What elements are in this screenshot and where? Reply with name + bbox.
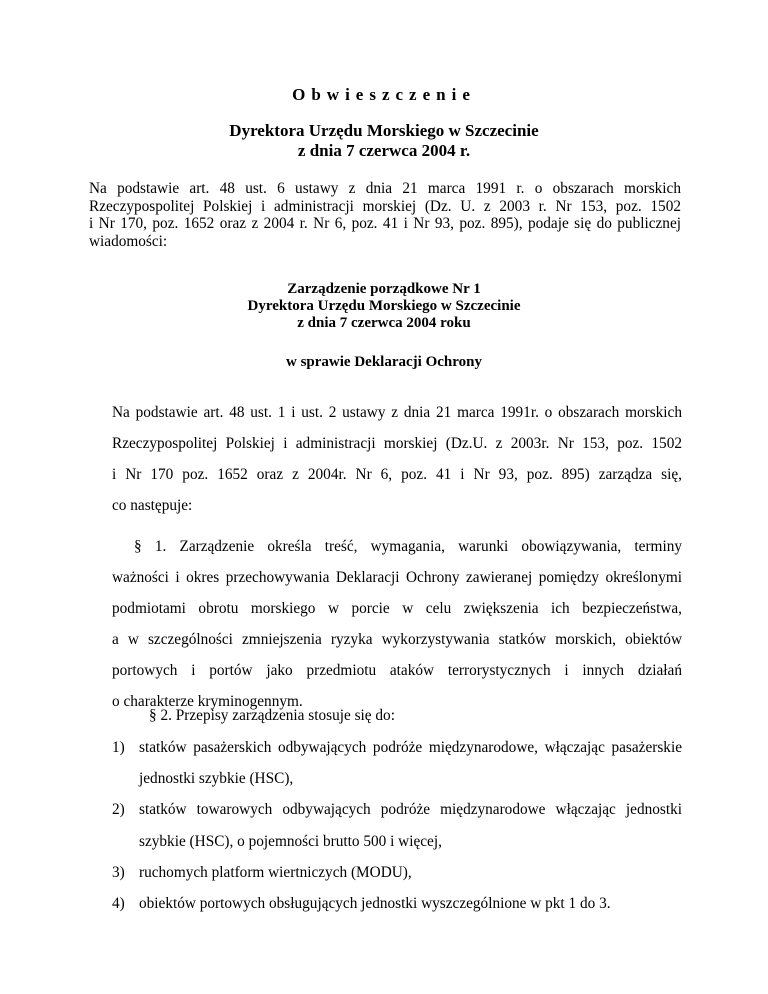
legal-basis-paragraph [112, 397, 682, 521]
list-item [112, 732, 682, 794]
section-2-list [112, 732, 682, 919]
issue-date-heading: z dnia 7 czerwca 2004 r. [297, 141, 471, 160]
section-1-line: podmiotami obrotu morskiego w porcie w celu zwiększenia ich bezpieczeństwa, [112, 600, 682, 617]
section-1-line: o charakterze kryminogennym. [112, 693, 303, 710]
list-item-text: ruchomych platform wiertniczych (MODU), [139, 863, 412, 881]
intro-line: Rzeczypospolitej Polskiej i administracji morskiej (Dz. U. z 2003 r. Nr 153, poz. 1502 [89, 197, 681, 215]
announcement-title: Obwieszczenie [292, 85, 476, 104]
list-item-number: 4) [112, 895, 125, 913]
order-subject: w sprawie Deklaracji Ochrony [286, 354, 482, 370]
list-item [112, 888, 682, 919]
intro-paragraph [89, 180, 681, 250]
issuer-heading: Dyrektora Urzędu Morskiego w Szczecinie [229, 121, 539, 140]
list-item-number: 1) [112, 739, 125, 756]
list-item-text: jednostki szybkie (HSC), [139, 770, 294, 788]
intro-line: i Nr 170, poz. 1652 oraz z 2004 r. Nr 6, poz. 41 i Nr 93, poz. 895), podaje się do publicznej [89, 215, 681, 233]
section-1-line: a w szczególności zmniejszenia ryzyka wykorzystywania statków morskich, obiektów [112, 631, 682, 648]
intro-line: Na podstawie art. 48 ust. 6 ustawy z dnia 21 marca 1991 r. o obszarach morskich [89, 180, 681, 197]
legal-basis-line: Rzeczypospolitej Polskiej i administracji morskiej (Dz.U. z 2003r. Nr 153, poz. 1502 [112, 435, 682, 452]
list-item-number: 2) [112, 801, 125, 819]
intro-line: wiadomości: [89, 232, 168, 250]
section-1-paragraph [112, 531, 682, 717]
list-item-text: statków towarowych odbywających podróże międzynarodowe włączając jednostki [139, 801, 682, 819]
list-item [112, 794, 682, 856]
legal-basis-line: i Nr 170 poz. 1652 oraz z 2004r. Nr 6, poz. 41 i Nr 93, poz. 895) zarządza się, [112, 466, 682, 483]
legal-basis-line: Na podstawie art. 48 ust. 1 i ust. 2 ustawy z dnia 21 marca 1991r. o obszarach morskich [112, 404, 682, 421]
order-date: z dnia 7 czerwca 2004 roku [297, 315, 471, 331]
list-item-number: 3) [112, 863, 125, 881]
order-issuer: Dyrektora Urzędu Morskiego w Szczecinie [247, 298, 521, 314]
section-1-line: § 1. Zarządzenie określa treść, wymagania, warunki obowiązywania, terminy [134, 538, 682, 555]
list-item-text: obiektów portowych obsługujących jednostki wyszczególnione w pkt 1 do 3. [139, 895, 611, 913]
section-1-line: portowych i portów jako przedmiotu ataków terrorystycznych i innych działań [112, 662, 682, 679]
section-2-intro: § 2. Przepisy zarządzenia stosuje się do: [149, 707, 395, 724]
list-item-text: szybkie (HSC), o pojemności brutto 500 i więcej, [139, 832, 442, 850]
section-1-line: ważności i okres przechowywania Deklaracji Ochrony zawieranej pomiędzy określonymi [112, 569, 682, 586]
list-item [112, 857, 682, 888]
order-title: Zarządzenie porządkowe Nr 1 [287, 281, 481, 297]
legal-basis-line: co następuje: [112, 497, 193, 514]
list-item-text: statków pasażerskich odbywających podróże międzynarodowe, włączając pasażerskie [139, 739, 682, 756]
